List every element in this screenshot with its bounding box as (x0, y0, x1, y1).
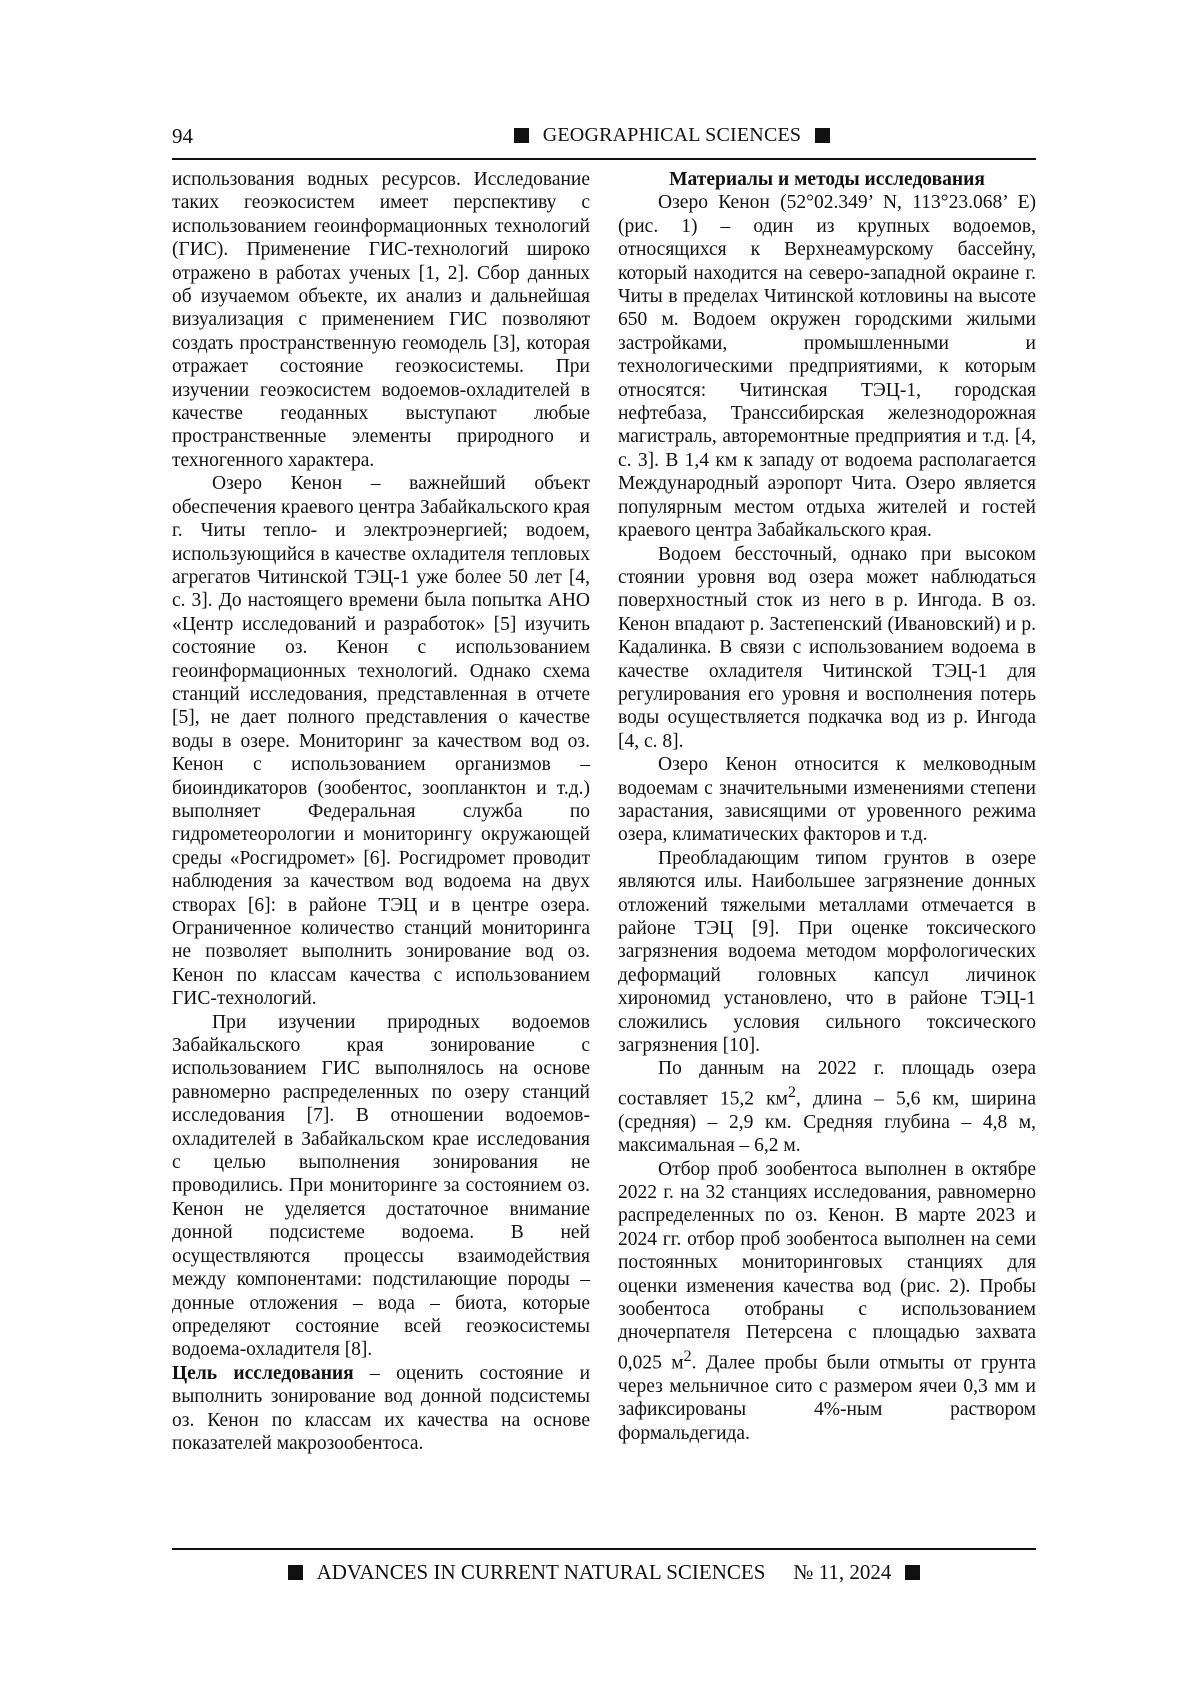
footer-rule (172, 1548, 1036, 1550)
paragraph: Озеро Кенон относится к мелководным водоемам с значительными изменениями степени зарастания, зависящими от уровенного режима озера, климатических факторов и т.д. (618, 754, 1036, 846)
header-rule (172, 158, 1036, 160)
text-span: , длина – 5,6 км, ширина (средняя) – 2,9 км. Средняя глубина – 4,8 м, максимальная – 6,2 м. (618, 1088, 1036, 1157)
page-footer (172, 1556, 1036, 1588)
square-bullet-icon (815, 128, 830, 143)
aim-text: – оценить состояние и выполнить зонирование вод донной подсистемы оз. Кенон по классам их качества на основе показателей макрозообентоса. (172, 1362, 591, 1454)
superscript: 2 (787, 1082, 797, 1101)
right-column (618, 168, 1036, 1445)
left-column (172, 168, 590, 1455)
page-number: 94 (172, 124, 193, 148)
text-span: . Далее пробы были отмыты от грунта через мельничное сито с размером ячеи 0,3 мм и зафиксированы 4%-ным раствором формальдегида. (618, 1352, 1036, 1444)
section-title: GEOGRAPHICAL SCIENCES (542, 124, 802, 146)
paragraph: использования водных ресурсов. Исследование таких геоэкосистем имеет перспективу с использованием геоинформационных технологий (ГИС). Применение ГИС-технологий широко отражено в работах ученых [1, 2]. Сбор данных об изучаемом объекте, их анализ и дальнейшая визуализация с применением ГИС позволяют создать пространственную геомодель [3], которая отражает состояние геоэкосистемы. При изучении геоэкосистем водоемов-охладителей в качестве геоданных выступают любые пространственные элементы природного и техногенного характера. (172, 169, 590, 471)
paragraph: Преобладающим типом грунтов в озере являются илы. Наибольшее загрязнение донных отложений тяжелыми металлами отмечается в районе ТЭЦ [9]. При оценке токсического загрязнения водоема методом морфологических деформаций головных капсул личинок хирономид установлено, что в районе ТЭЦ-1 сложились условия сильного токсического загрязнения [10]. (618, 847, 1036, 1057)
paragraph (618, 1158, 1036, 1445)
square-bullet-icon (905, 1565, 920, 1580)
paragraph: Водоем бессточный, однако при высоком стоянии уровня вод озера может наблюдаться поверхностный сток из него в р. Ингода. В оз. Кенон впадают р. Застепенский (Ивановский) и р. Кадалинка. В связи с использованием водоема в качестве охладителя Читинской ТЭЦ-1 для регулирования его уровня и восполнения потерь воды осуществляется подкачка вод из р. Ингода [4, с. 8]. (618, 543, 1036, 752)
aim-label: Цель исследования (172, 1362, 354, 1384)
running-head (422, 124, 922, 147)
page-header (172, 120, 1036, 156)
square-bullet-icon (514, 128, 529, 143)
square-bullet-icon (288, 1565, 303, 1580)
section-heading: Материалы и методы исследования (669, 169, 985, 190)
paragraph (618, 1057, 1036, 1157)
paragraph-aim (172, 1362, 590, 1456)
superscript: 2 (683, 1346, 692, 1365)
paragraph: Озеро Кенон (52°02.349’ N, 113°23.068’ E) (рис. 1) – один из крупных водоемов, относящихся к Верхнеамурскому бассейну, который находится на северо-западной окраине г. Читы в пределах Читинской котловины на высоте 650 м. Водоем окружен городскими жилыми застройками, промышленными и технологическими предприятиями, к которым относятся: Читинская ТЭЦ-1, городская нефтебаза, Транссибирская железнодорожная магистраль, авторемонтные предприятия и т.д. [4, с. 3]. В 1,4 км к западу от водоема располагается Международный аэропорт Чита. Озеро является популярным местом отдыха жителей и гостей краевого центра Забайкальского края. (618, 192, 1036, 542)
text-span: Отбор проб зообентоса выполнен в октябре 2022 г. на 32 станциях исследования, равномерно распределенных по оз. Кенон. В марте 2023 и 2024 гг. отбор проб зообентоса выполнен на семи постоянных мониторинговых станциях для оценки изменения качества вод (рис. 2). Пробы зообентоса отобраны с использованием дночерпателя Петерсена с площадью захвата 0,025 м (618, 1158, 1036, 1374)
paragraph: Озеро Кенон – важнейший объект обеспечения краевого центра Забайкальского края г. Читы тепло- и электроэнергией; водоем, использующийся в качестве охладителя тепловых агрегатов Читинской ТЭЦ-1 уже более 50 лет [4, с. 3]. До настоящего времени была попытка АНО «Центр исследований и разработок» [5] изучить состояние оз. Кенон с использованием геоинформационных технологий. Однако схема станций исследования, представленная в отчете [5], не дает полного представления о качестве воды в озере. Мониторинг за качеством вод оз. Кенон с использованием организмов – биоиндикаторов (зообентос, зоопланктон и т.д.) выполняет Федеральная служба по гидрометеорологии и мониторингу окружающей среды «Росгидромет» [6]. Росгидромет проводит наблюдения за качеством вод водоема на двух створах [6]: в районе ТЭЦ и в центре озера. Ограниченное количество станций мониторинга не позволяет выполнить зонирование вод оз. Кенон по классам качества с использованием ГИС-технологий. (172, 473, 590, 1010)
text-span: По данным на 2022 г. площадь озера составляет 15,2 км (618, 1058, 1036, 1110)
issue-number: № 11, 2024 (793, 1559, 892, 1584)
journal-name: ADVANCES IN CURRENT NATURAL SCIENCES (316, 1559, 766, 1584)
paragraph: При изучении природных водоемов Забайкальского края зонирование с использованием ГИС выполнялось на основе равномерно распределенных по озеру станций исследования [7]. В отношении водоемов-охладителей в Забайкальском крае исследования с целью выполнения зонирования не проводились. При мониторинге за состоянием оз. Кенон не уделяется достаточное внимание донной подсистеме водоема. В ней осуществляются процессы взаимодействия между компонентами: подстилающие породы – донные отложения – вода – биота, которые определяют состояние всей геоэкосистемы водоема-охладителя [8]. (172, 1011, 590, 1361)
